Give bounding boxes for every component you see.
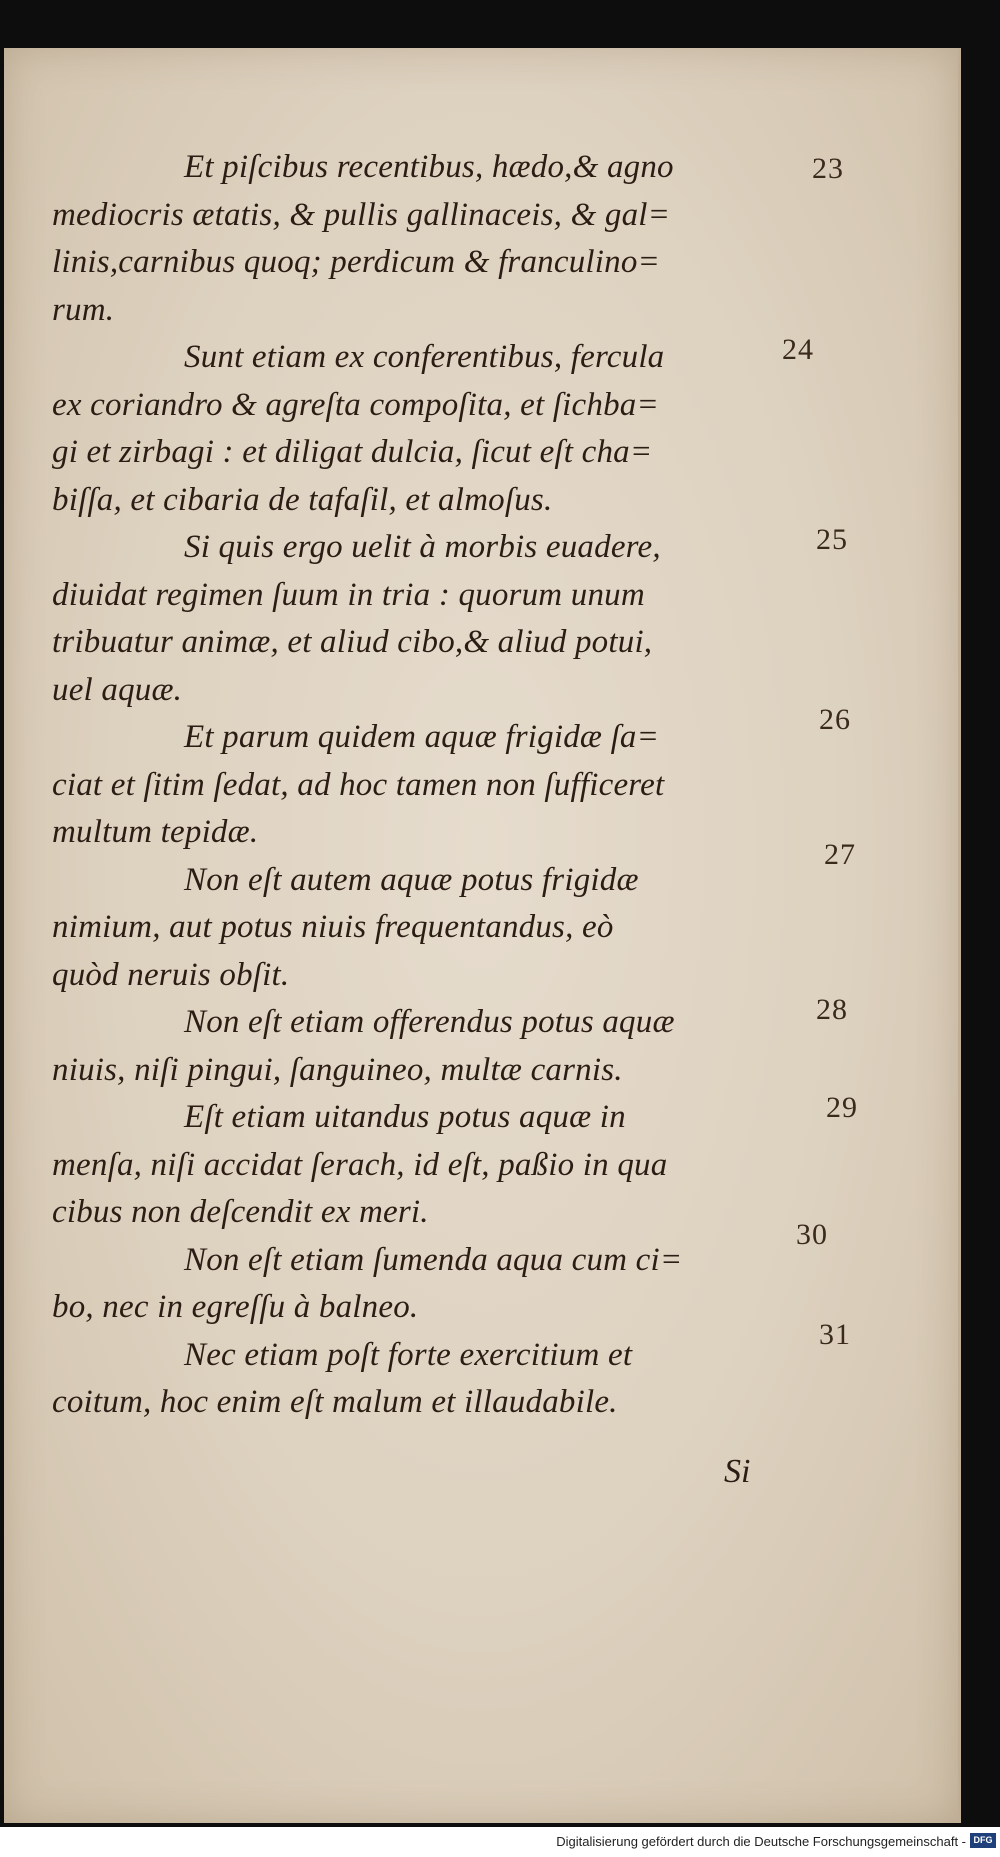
margin-number: 23: [812, 152, 844, 185]
margin-number: 31: [819, 1318, 851, 1351]
catchword: Si: [724, 1453, 751, 1490]
paragraph: [52, 1094, 752, 1237]
text-line: nimium, aut potus niuis frequentandus, eò: [52, 909, 614, 945]
page-text: [52, 144, 752, 1427]
text-line: biſſa, et cibaria de tafaſil, et almoſus.: [52, 481, 553, 518]
text-line: gi et zirbagi : et diligat dulcia, ſicut eſt cha=: [52, 434, 653, 470]
text-line: Eſt etiam uitandus potus aquæ in: [184, 1099, 626, 1135]
footer-bar: [0, 1827, 1000, 1857]
paragraph: [52, 1237, 752, 1332]
text-line: quòd neruis obſit.: [52, 956, 290, 993]
paragraph: [52, 144, 752, 334]
paragraph: [52, 999, 752, 1094]
text-line: coitum, hoc enim eſt malum et illaudabile.: [52, 1384, 618, 1420]
margin-number: 26: [819, 703, 851, 736]
footer-credit: Digitalisierung gefördert durch die Deutsche Forschungsgemeinschaft -: [556, 1834, 966, 1849]
text-line: cibus non deſcendit ex meri.: [52, 1194, 429, 1230]
text-line: ciat et ſitim ſedat, ad hoc tamen non ſufficeret: [52, 766, 665, 803]
paragraph: [52, 714, 752, 857]
margin-number: 25: [816, 523, 848, 556]
text-line: Non eſt autem aquæ potus frigidæ: [184, 861, 639, 898]
margin-number: 28: [816, 993, 848, 1026]
paragraph: [52, 334, 752, 524]
text-line: bo, nec in egreſſu à balneo.: [52, 1289, 419, 1325]
text-line: Non eſt etiam offerendus potus aquæ: [184, 1004, 675, 1040]
margin-number: 27: [824, 838, 856, 871]
margin-number: 30: [796, 1218, 828, 1251]
text-line: multum tepidæ.: [52, 814, 259, 850]
margin-number: 24: [782, 333, 814, 366]
text-line: uel aquæ.: [52, 671, 183, 708]
text-line: diuidat regimen ſuum in tria : quorum unum: [52, 576, 645, 613]
paragraph: [52, 1332, 752, 1427]
paragraph: [52, 524, 752, 714]
text-line: tribuatur animæ, et aliud cibo,& aliud potui,: [52, 624, 653, 660]
text-line: ex coriandro & agreſta compoſita, et ſichba=: [52, 386, 659, 423]
book-page: [4, 48, 961, 1823]
text-line: rum.: [52, 291, 115, 328]
margin-number: 29: [826, 1091, 858, 1124]
text-line: niuis, niſi pingui, ſanguineo, multæ carnis.: [52, 1051, 623, 1088]
text-line: Non eſt etiam ſumenda aqua cum ci=: [184, 1241, 683, 1278]
paragraph: [52, 857, 752, 1000]
text-line: Nec etiam poſt forte exercitium et: [184, 1336, 633, 1373]
text-line: Et piſcibus recentibus, hædo,& agno: [184, 149, 674, 185]
text-line: linis,carnibus quoq; perdicum & franculino=: [52, 244, 661, 280]
text-line: Si quis ergo uelit à morbis euadere,: [184, 529, 661, 565]
dfg-logo-icon: DFG: [970, 1833, 996, 1848]
text-line: mediocris ætatis, & pullis gallinaceis, & gal=: [52, 196, 671, 233]
text-line: Et parum quidem aquæ frigidæ ſa=: [184, 719, 660, 755]
text-line: Sunt etiam ex conferentibus, fercula: [184, 339, 665, 375]
text-line: menſa, niſi accidat ſerach, id eſt, paßio in qua: [52, 1146, 668, 1183]
